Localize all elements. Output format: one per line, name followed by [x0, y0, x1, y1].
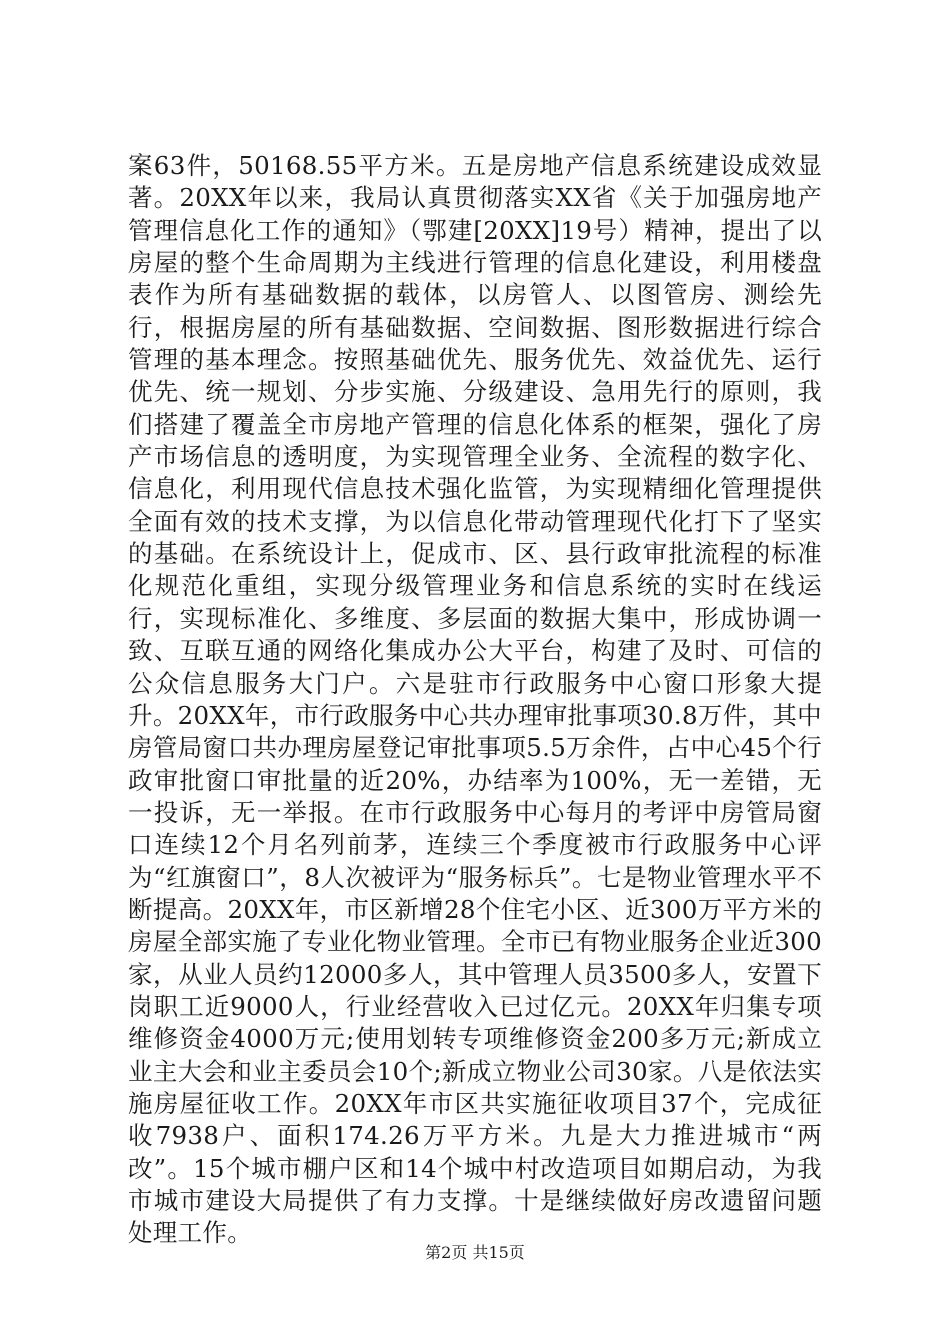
page-footer: 第2页 共15页 [425, 1243, 525, 1262]
body-paragraph: 案63件，50168.55平方米。五是房地产信息系统建设成效显著。20XX年以来，我局认真贯彻落实XX省《关于加强房地产管理信息化工作的通知》（鄂建[20XX]19号）精神，提出了以房屋的整个生命周期为主线进行管理的信息化建设，利用楼盘表作为所有基础数据的载体，以房管人、以图管房、测绘先行，根据房屋的所有基础数据、空间数据、图形数据进行综合管理的基本理念。按照基础优先、服务优先、效益优先、运行优先、统一规划、分步实施、分级建设、急用先行的原则，我们搭建了覆盖全市房地产管理的信息化体系的框架，强化了房产市场信息的透明度，为实现管理全业务、全流程的数字化、信息化，利用现代信息技术强化监管，为实现精细化管理提供全面有效的技术支撑，为以信息化带动管理现代化打下了坚实的基础。在系统设计上，促成市、区、县行政审批流程的标准化规范化重组，实现分级管理业务和信息系统的实时在线运行，实现标准化、多维度、多层面的数据大集中，形成协调一致、互联互通的网络化集成办公大平台，构建了及时、可信的公众信息服务大门户。六是驻市行政服务中心窗口形象大提升。20XX年，市行政服务中心共办理审批事项30.8万件，其中房管局窗口共办理房屋登记审批事项5.5万余件，占中心45个行政审批窗口审批量的近20%，办结率为100%，无一差错，无一投诉，无一举报。在市行政服务中心每月的考评中房管局窗口连续12个月名列前茅，连续三个季度被市行政服务中心评为“红旗窗口”，8人次被评为“服务标兵”。七是物业管理水平不断提高。20XX年，市区新增28个住宅小区、近300万平方米的房屋全部实施了专业化物业管理。全市已有物业服务企业近300家，从业人员约12000多人，其中管理人员3500多人，安置下岗职工近9000人，行业经营收入已过亿元。20XX年归集专项维修资金4000万元;使用划转专项维修资金200多万元;新成立业主大会和业主委员会10个;新成立物业公司30家。八是依法实施房屋征收工作。20XX年市区共实施征收项目37个，完成征收7938户、面积174.26万平方米。九是大力推进城市“两改”。15个城市棚户区和14个城中村改造项目如期启动，为我市城市建设大局提供了有力支撑。十是继续做好房改遗留问题处理工作。 [128, 151, 822, 1248]
